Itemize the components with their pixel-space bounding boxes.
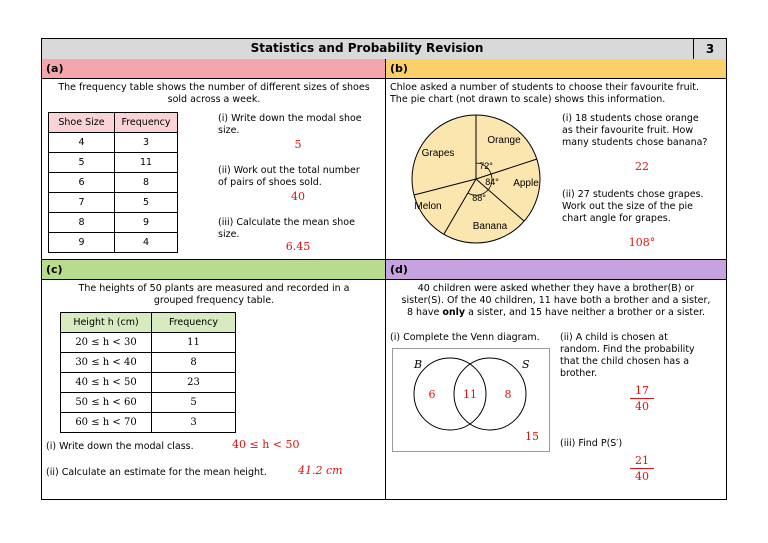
answer-d-iii-denominator: 40 — [635, 470, 649, 483]
panel-d-intro-1: 40 children were asked whether they have a brother(B) or — [417, 283, 695, 294]
angle-label-88: 88° — [472, 193, 486, 203]
pie-label-grapes: Grapes — [421, 148, 455, 159]
table-cell: 7 — [49, 193, 115, 213]
question-a-i-line-2: size. — [218, 125, 240, 136]
question-d-ii-line-1: (ii) A child is chosen at — [560, 332, 668, 343]
answer-d-iii-numerator: 21 — [635, 454, 649, 467]
venn-both: 11 — [463, 388, 477, 401]
fraction-bar — [630, 398, 654, 399]
page-number: 3 — [693, 39, 726, 59]
panel-c — [42, 260, 386, 499]
table-cell: 8 — [152, 353, 236, 373]
panel-b-intro-1: Chloe asked a number of students to choose their favourite fruit. — [390, 82, 700, 93]
fraction-bar — [630, 468, 654, 469]
table-cell: 23 — [152, 373, 236, 393]
question-b-i-line-1: (i) 18 students chose orange — [562, 113, 699, 124]
panel-c-header — [42, 260, 385, 280]
table-header: Shoe Size — [49, 113, 115, 133]
table-cell: 50 ≤ h < 60 — [61, 393, 152, 413]
table-cell: 3 — [152, 413, 236, 433]
venn-neither: 15 — [525, 430, 539, 443]
table-cell: 5 — [49, 153, 115, 173]
height-frequency-table — [60, 312, 236, 433]
question-d-iii: (iii) Find P(S′) — [560, 438, 623, 449]
table-cell: 20 ≤ h < 30 — [61, 333, 152, 353]
panel-b-label: (b) — [390, 62, 408, 75]
page-title: Statistics and Probability Revision — [250, 41, 484, 55]
answer-a-ii: 40 — [291, 190, 305, 203]
question-a-ii-line-2: of pairs of shoes sold. — [218, 177, 322, 188]
question-b-ii-line-3: chart angle for grapes. — [562, 213, 671, 224]
question-d-i: (i) Complete the Venn diagram. — [390, 332, 540, 343]
table-header: Frequency — [115, 113, 178, 133]
table-cell: 4 — [115, 233, 178, 253]
shoe-frequency-table — [48, 112, 178, 253]
question-c-i: (i) Write down the modal class. — [46, 441, 194, 452]
table-cell: 9 — [49, 233, 115, 253]
table-cell: 40 ≤ h < 50 — [61, 373, 152, 393]
question-b-i-line-2: as their favourite fruit. How — [562, 125, 694, 136]
panel-d-intro-2: sister(S). Of the 40 children, 11 have both a brother and a sister, — [401, 295, 711, 306]
venn-label-b: B — [414, 358, 423, 371]
pie-label-orange: Orange — [487, 135, 521, 146]
answer-b-ii: 108° — [628, 236, 656, 249]
angle-label-72: 72° — [479, 161, 493, 171]
panel-a-intro-2: sold across a week. — [167, 94, 261, 105]
question-b-ii-line-2: Work out the size of the pie — [562, 201, 694, 212]
question-d-ii-line-4: brother. — [560, 368, 598, 379]
panel-c-label: (c) — [46, 263, 63, 276]
answer-a-iii: 6.45 — [285, 240, 311, 253]
panel-a-intro-1: The frequency table shows the number of different sizes of shoes — [58, 82, 370, 93]
answer-c-i: 40 ≤ h < 50 — [232, 438, 300, 451]
table-cell: 11 — [152, 333, 236, 353]
answer-d-ii-fraction — [630, 384, 654, 413]
table-cell: 8 — [49, 213, 115, 233]
answer-b-i: 22 — [635, 160, 649, 173]
question-d-ii-line-2: random. Find the probability — [560, 344, 695, 355]
angle-label-84: 84° — [485, 177, 499, 187]
fruit-pie-chart — [406, 111, 546, 251]
answer-a-i: 5 — [294, 138, 302, 151]
panel-a-header — [42, 59, 385, 79]
panel-d — [386, 260, 726, 499]
table-header: Height h (cm) — [61, 313, 152, 333]
table-cell: 4 — [49, 133, 115, 153]
question-b-i-line-3: many students chose banana? — [562, 137, 708, 148]
pie-label-banana: Banana — [472, 221, 508, 232]
table-cell: 30 ≤ h < 40 — [61, 353, 152, 373]
pie-label-melon: Melon — [414, 201, 442, 212]
venn-only-b: 6 — [428, 388, 436, 401]
question-a-i-line-1: (i) Write down the modal shoe — [218, 113, 362, 124]
panel-c-intro-1: The heights of 50 plants are measured and recorded in a — [78, 283, 350, 294]
question-d-ii-line-3: that the child chosen has a — [560, 356, 690, 367]
panel-a — [42, 59, 386, 260]
table-cell: 60 ≤ h < 70 — [61, 413, 152, 433]
panel-d-header — [386, 260, 726, 280]
table-cell: 5 — [115, 193, 178, 213]
panel-b-intro-2: The pie chart (not drawn to scale) shows this information. — [390, 94, 666, 105]
table-cell: 5 — [152, 393, 236, 413]
panel-d-label: (d) — [390, 263, 408, 276]
table-cell: 8 — [115, 173, 178, 193]
table-cell: 11 — [115, 153, 178, 173]
venn-diagram — [392, 348, 550, 452]
venn-only-s: 8 — [504, 388, 512, 401]
title-bar — [42, 39, 726, 60]
pie-label-apple: Apple — [513, 178, 539, 189]
question-a-iii-line-2: size. — [218, 229, 240, 240]
panel-b — [386, 59, 726, 260]
panel-d-intro-3 — [386, 307, 726, 319]
question-c-ii: (ii) Calculate an estimate for the mean height. — [46, 467, 267, 478]
table-cell: 6 — [49, 173, 115, 193]
panel-b-header — [386, 59, 726, 79]
question-a-iii-line-1: (iii) Calculate the mean shoe — [218, 217, 355, 228]
table-cell: 3 — [115, 133, 178, 153]
table-header: Frequency — [152, 313, 236, 333]
intro-3-emphasis: only — [442, 307, 466, 318]
answer-d-iii-fraction — [630, 454, 654, 483]
venn-label-s: S — [522, 358, 530, 371]
panel-c-intro-2: grouped frequency table. — [153, 295, 275, 306]
question-b-ii-line-1: (ii) 27 students chose grapes. — [562, 189, 704, 200]
table-cell: 9 — [115, 213, 178, 233]
panel-a-label: (a) — [46, 62, 64, 75]
answer-d-ii-numerator: 17 — [635, 384, 649, 397]
revision-sheet — [41, 38, 727, 500]
question-a-ii-line-1: (ii) Work out the total number — [218, 165, 360, 176]
intro-3-start: 8 have — [406, 307, 443, 318]
answer-d-ii-denominator: 40 — [635, 400, 649, 413]
answer-c-ii: 41.2 cm — [298, 464, 343, 477]
intro-3-end: a sister, and 15 have neither a brother or a sister. — [465, 307, 706, 318]
